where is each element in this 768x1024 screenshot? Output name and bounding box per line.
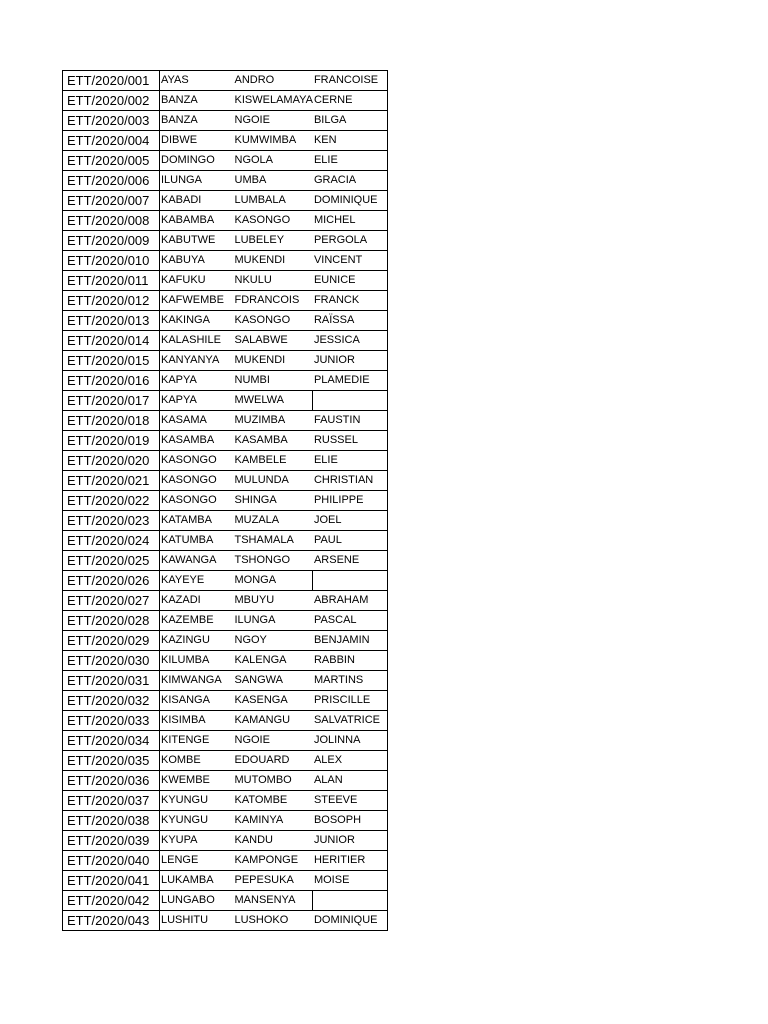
first-name-cell: ABRAHAM <box>313 591 388 611</box>
table-row <box>63 651 388 671</box>
middle-name-cell: KANDU <box>234 831 313 851</box>
first-name-cell: VINCENT <box>313 251 388 271</box>
first-name-cell: ARSENE <box>313 551 388 571</box>
table-row <box>63 851 388 871</box>
last-name-cell: LUNGABO <box>160 891 234 911</box>
table-row <box>63 331 388 351</box>
middle-name-cell: KASONGO <box>234 311 313 331</box>
middle-name-cell: ILUNGA <box>234 611 313 631</box>
student-id-cell: ETT/2020/011 <box>63 271 160 291</box>
last-name-cell: BANZA <box>160 91 234 111</box>
middle-name-cell: MUZALA <box>234 511 313 531</box>
last-name-cell: AYAS <box>160 71 234 91</box>
first-name-cell: EUNICE <box>313 271 388 291</box>
table-row <box>63 531 388 551</box>
first-name-cell: JUNIOR <box>313 831 388 851</box>
middle-name-cell: KASENGA <box>234 691 313 711</box>
table-row <box>63 411 388 431</box>
student-id-cell: ETT/2020/024 <box>63 531 160 551</box>
student-id-cell: ETT/2020/027 <box>63 591 160 611</box>
first-name-cell: HERITIER <box>313 851 388 871</box>
table-row <box>63 351 388 371</box>
student-id-cell: ETT/2020/042 <box>63 891 160 911</box>
student-id-cell: ETT/2020/029 <box>63 631 160 651</box>
table-row <box>63 711 388 731</box>
middle-name-cell: MULUNDA <box>234 471 313 491</box>
table-row <box>63 251 388 271</box>
student-id-cell: ETT/2020/003 <box>63 111 160 131</box>
student-id-cell: ETT/2020/002 <box>63 91 160 111</box>
last-name-cell: KAZINGU <box>160 631 234 651</box>
last-name-cell: KAYEYE <box>160 571 234 591</box>
student-id-cell: ETT/2020/019 <box>63 431 160 451</box>
first-name-cell <box>313 891 388 911</box>
student-id-cell: ETT/2020/004 <box>63 131 160 151</box>
last-name-cell: BANZA <box>160 111 234 131</box>
last-name-cell: KAPYA <box>160 391 234 411</box>
table-row <box>63 571 388 591</box>
student-id-cell: ETT/2020/038 <box>63 811 160 831</box>
middle-name-cell: KASAMBA <box>234 431 313 451</box>
first-name-cell: ELIE <box>313 451 388 471</box>
student-id-cell: ETT/2020/013 <box>63 311 160 331</box>
table-row <box>63 731 388 751</box>
first-name-cell: PLAMEDIE <box>313 371 388 391</box>
middle-name-cell: MBUYU <box>234 591 313 611</box>
table-row <box>63 771 388 791</box>
last-name-cell: KISIMBA <box>160 711 234 731</box>
student-id-cell: ETT/2020/025 <box>63 551 160 571</box>
last-name-cell: KISANGA <box>160 691 234 711</box>
middle-name-cell: KAMPONGE <box>234 851 313 871</box>
table-row <box>63 611 388 631</box>
last-name-cell: KYUPA <box>160 831 234 851</box>
table-row <box>63 91 388 111</box>
last-name-cell: ILUNGA <box>160 171 234 191</box>
last-name-cell: KYUNGU <box>160 811 234 831</box>
table-row <box>63 551 388 571</box>
student-id-cell: ETT/2020/040 <box>63 851 160 871</box>
first-name-cell: DOMINIQUE <box>313 191 388 211</box>
middle-name-cell: KAMANGU <box>234 711 313 731</box>
table-row <box>63 371 388 391</box>
student-id-cell: ETT/2020/034 <box>63 731 160 751</box>
last-name-cell: KASAMA <box>160 411 234 431</box>
middle-name-cell: SANGWA <box>234 671 313 691</box>
middle-name-cell: MUKENDI <box>234 251 313 271</box>
table-row <box>63 631 388 651</box>
table-row <box>63 71 388 91</box>
first-name-cell: PERGOLA <box>313 231 388 251</box>
student-id-cell: ETT/2020/020 <box>63 451 160 471</box>
table-row <box>63 471 388 491</box>
middle-name-cell: KATOMBE <box>234 791 313 811</box>
first-name-cell: CERNE <box>313 91 388 111</box>
first-name-cell: MOISE <box>313 871 388 891</box>
middle-name-cell: NKULU <box>234 271 313 291</box>
first-name-cell: CHRISTIAN <box>313 471 388 491</box>
last-name-cell: KILUMBA <box>160 651 234 671</box>
first-name-cell: JUNIOR <box>313 351 388 371</box>
first-name-cell: GRACIA <box>313 171 388 191</box>
middle-name-cell: MUKENDI <box>234 351 313 371</box>
table-row <box>63 211 388 231</box>
last-name-cell: KIMWANGA <box>160 671 234 691</box>
first-name-cell <box>313 571 388 591</box>
first-name-cell: ALEX <box>313 751 388 771</box>
table-row <box>63 151 388 171</box>
table-row <box>63 491 388 511</box>
student-list-body <box>63 71 388 931</box>
last-name-cell: KAFUKU <box>160 271 234 291</box>
first-name-cell: STEEVE <box>313 791 388 811</box>
last-name-cell: KABAMBA <box>160 211 234 231</box>
middle-name-cell: KALENGA <box>234 651 313 671</box>
first-name-cell: RABBIN <box>313 651 388 671</box>
student-id-cell: ETT/2020/021 <box>63 471 160 491</box>
table-row <box>63 391 388 411</box>
middle-name-cell: SALABWE <box>234 331 313 351</box>
middle-name-cell: MUTOMBO <box>234 771 313 791</box>
student-id-cell: ETT/2020/015 <box>63 351 160 371</box>
middle-name-cell: FDRANCOIS <box>234 291 313 311</box>
first-name-cell: BILGA <box>313 111 388 131</box>
student-id-cell: ETT/2020/014 <box>63 331 160 351</box>
first-name-cell: MICHEL <box>313 211 388 231</box>
student-id-cell: ETT/2020/006 <box>63 171 160 191</box>
table-row <box>63 791 388 811</box>
middle-name-cell: MANSENYA <box>234 891 313 911</box>
table-row <box>63 131 388 151</box>
table-row <box>63 191 388 211</box>
first-name-cell: ALAN <box>313 771 388 791</box>
last-name-cell: KOMBE <box>160 751 234 771</box>
table-row <box>63 811 388 831</box>
table-row <box>63 591 388 611</box>
last-name-cell: KATAMBA <box>160 511 234 531</box>
middle-name-cell: MUZIMBA <box>234 411 313 431</box>
student-id-cell: ETT/2020/016 <box>63 371 160 391</box>
middle-name-cell: MONGA <box>234 571 313 591</box>
last-name-cell: DOMINGO <box>160 151 234 171</box>
last-name-cell: KAZEMBE <box>160 611 234 631</box>
table-row <box>63 111 388 131</box>
last-name-cell: DIBWE <box>160 131 234 151</box>
student-id-cell: ETT/2020/022 <box>63 491 160 511</box>
last-name-cell: LUSHITU <box>160 911 234 931</box>
first-name-cell: FRANCOISE <box>313 71 388 91</box>
student-id-cell: ETT/2020/031 <box>63 671 160 691</box>
first-name-cell: RAÏSSA <box>313 311 388 331</box>
last-name-cell: KANYANYA <box>160 351 234 371</box>
first-name-cell: PHILIPPE <box>313 491 388 511</box>
student-id-cell: ETT/2020/036 <box>63 771 160 791</box>
student-id-cell: ETT/2020/039 <box>63 831 160 851</box>
first-name-cell: PRISCILLE <box>313 691 388 711</box>
last-name-cell: LUKAMBA <box>160 871 234 891</box>
middle-name-cell: KASONGO <box>234 211 313 231</box>
table-row <box>63 511 388 531</box>
table-row <box>63 271 388 291</box>
table-row <box>63 231 388 251</box>
table-row <box>63 691 388 711</box>
middle-name-cell: KUMWIMBA <box>234 131 313 151</box>
middle-name-cell: LUBELEY <box>234 231 313 251</box>
student-id-cell: ETT/2020/032 <box>63 691 160 711</box>
middle-name-cell: EDOUARD <box>234 751 313 771</box>
middle-name-cell: KAMINYA <box>234 811 313 831</box>
last-name-cell: KAZADI <box>160 591 234 611</box>
middle-name-cell: ANDRO <box>234 71 313 91</box>
last-name-cell: KABADI <box>160 191 234 211</box>
middle-name-cell: LUMBALA <box>234 191 313 211</box>
table-row <box>63 311 388 331</box>
first-name-cell: FAUSTIN <box>313 411 388 431</box>
student-id-cell: ETT/2020/023 <box>63 511 160 531</box>
middle-name-cell: TSHAMALA <box>234 531 313 551</box>
student-id-cell: ETT/2020/005 <box>63 151 160 171</box>
student-id-cell: ETT/2020/010 <box>63 251 160 271</box>
student-id-cell: ETT/2020/026 <box>63 571 160 591</box>
student-id-cell: ETT/2020/012 <box>63 291 160 311</box>
first-name-cell: JOEL <box>313 511 388 531</box>
table-row <box>63 831 388 851</box>
student-id-cell: ETT/2020/017 <box>63 391 160 411</box>
table-row <box>63 891 388 911</box>
first-name-cell: PASCAL <box>313 611 388 631</box>
last-name-cell: KAWANGA <box>160 551 234 571</box>
student-id-cell: ETT/2020/001 <box>63 71 160 91</box>
student-list-table <box>62 70 388 931</box>
middle-name-cell: KISWELAMAYA <box>234 91 313 111</box>
middle-name-cell: KAMBELE <box>234 451 313 471</box>
last-name-cell: KAPYA <box>160 371 234 391</box>
first-name-cell: RUSSEL <box>313 431 388 451</box>
last-name-cell: KAKINGA <box>160 311 234 331</box>
last-name-cell: KABUTWE <box>160 231 234 251</box>
student-id-cell: ETT/2020/009 <box>63 231 160 251</box>
student-id-cell: ETT/2020/033 <box>63 711 160 731</box>
last-name-cell: KASONGO <box>160 451 234 471</box>
middle-name-cell: LUSHOKO <box>234 911 313 931</box>
table-row <box>63 911 388 931</box>
last-name-cell: KASAMBA <box>160 431 234 451</box>
student-id-cell: ETT/2020/007 <box>63 191 160 211</box>
first-name-cell: BOSOPH <box>313 811 388 831</box>
last-name-cell: KATUMBA <box>160 531 234 551</box>
table-row <box>63 431 388 451</box>
table-row <box>63 671 388 691</box>
last-name-cell: KITENGE <box>160 731 234 751</box>
student-id-cell: ETT/2020/008 <box>63 211 160 231</box>
last-name-cell: KWEMBE <box>160 771 234 791</box>
middle-name-cell: NGOLA <box>234 151 313 171</box>
student-id-cell: ETT/2020/035 <box>63 751 160 771</box>
table-row <box>63 871 388 891</box>
last-name-cell: LENGE <box>160 851 234 871</box>
student-id-cell: ETT/2020/041 <box>63 871 160 891</box>
student-id-cell: ETT/2020/030 <box>63 651 160 671</box>
student-id-cell: ETT/2020/018 <box>63 411 160 431</box>
first-name-cell: ELIE <box>313 151 388 171</box>
middle-name-cell: TSHONGO <box>234 551 313 571</box>
first-name-cell: KEN <box>313 131 388 151</box>
first-name-cell: JESSICA <box>313 331 388 351</box>
table-row <box>63 291 388 311</box>
middle-name-cell: NGOY <box>234 631 313 651</box>
student-id-cell: ETT/2020/037 <box>63 791 160 811</box>
first-name-cell: FRANCK <box>313 291 388 311</box>
last-name-cell: KABUYA <box>160 251 234 271</box>
table-row <box>63 751 388 771</box>
first-name-cell: SALVATRICE <box>313 711 388 731</box>
first-name-cell: PAUL <box>313 531 388 551</box>
middle-name-cell: NGOIE <box>234 111 313 131</box>
first-name-cell: MARTINS <box>313 671 388 691</box>
first-name-cell: JOLINNA <box>313 731 388 751</box>
last-name-cell: KASONGO <box>160 471 234 491</box>
first-name-cell: BENJAMIN <box>313 631 388 651</box>
first-name-cell <box>313 391 388 411</box>
middle-name-cell: MWELWA <box>234 391 313 411</box>
last-name-cell: KAFWEMBE <box>160 291 234 311</box>
last-name-cell: KYUNGU <box>160 791 234 811</box>
student-id-cell: ETT/2020/043 <box>63 911 160 931</box>
last-name-cell: KASONGO <box>160 491 234 511</box>
middle-name-cell: NUMBI <box>234 371 313 391</box>
table-row <box>63 171 388 191</box>
middle-name-cell: PEPESUKA <box>234 871 313 891</box>
last-name-cell: KALASHILE <box>160 331 234 351</box>
first-name-cell: DOMINIQUE <box>313 911 388 931</box>
middle-name-cell: SHINGA <box>234 491 313 511</box>
student-id-cell: ETT/2020/028 <box>63 611 160 631</box>
middle-name-cell: UMBA <box>234 171 313 191</box>
table-row <box>63 451 388 471</box>
middle-name-cell: NGOIE <box>234 731 313 751</box>
